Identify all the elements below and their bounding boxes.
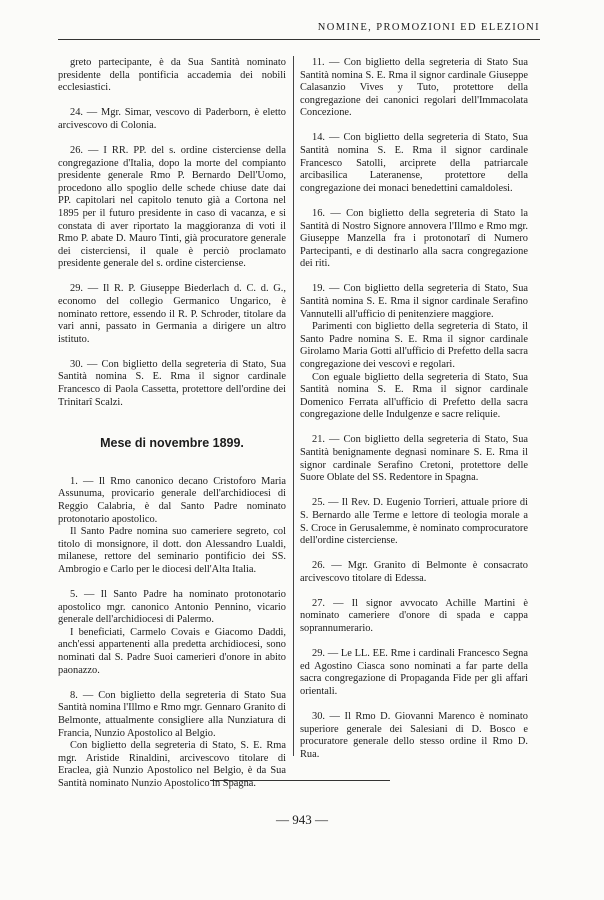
entry-text: 14. — Con biglietto della segreteria di Stato, Sua Santità nomina S. E. Rma il signor cardinale Francesco Satolli, arciprete della patriarcale arcibasilica Lateranense, protettore della congregazione dei monaci benedettini camaldolesi. bbox=[300, 132, 528, 194]
entry-text: 8. — Con biglietto della segreteria di Stato Sua Santità nomina l'Illmo e Rmo mgr. Gennaro Granito di Belmonte, attualmente consigliere alla Nunziatura di Francia, Nunzio Apostolico al Belgio. bbox=[58, 689, 286, 739]
entry bbox=[58, 57, 286, 95]
left-column-entries-top bbox=[58, 57, 286, 409]
entry-text: 19. — Con biglietto della segreteria di Stato, Sua Santità nomina S. E. Rma il signor cardinale Serafino Vannutelli all'ufficio di penitenziere maggiore. bbox=[300, 283, 528, 320]
section-heading: Mese di novembre 1899. bbox=[100, 436, 244, 451]
left-column-entries-bottom bbox=[58, 476, 286, 791]
entry bbox=[300, 598, 528, 636]
entry-text: 29. — Le LL. EE. Rme i cardinali Francesco Segna ed Agostino Ciasca sono nominati a far parte della sacra congregazione di Propaganda Fide per gli affari orientali. bbox=[300, 648, 528, 697]
entry-text: 29. — Il R. P. Giuseppe Biederlach d. C. d. G., economo del collegio Germanico Ungarico, è nominato rettore, essendo il R. P. Schroder, titolare da vari anni, passato in Germania a dirigere un altro istituto. bbox=[58, 283, 286, 345]
entry-text: 26. — Mgr. Granito di Belmonte è consacrato arcivescovo titolare di Edessa. bbox=[300, 560, 528, 584]
right-column-entries bbox=[300, 57, 528, 761]
entry bbox=[300, 648, 528, 698]
entry bbox=[58, 283, 286, 346]
entry-text: 27. — Il signor avvocato Achille Martini è nominato cameriere d'onore di spada e cappa soprannumerario. bbox=[300, 597, 528, 635]
entry bbox=[58, 145, 286, 271]
entry bbox=[300, 560, 528, 585]
entry-text: Il Santo Padre nomina suo cameriere segreto, col titolo di monsignore, il dott. don Alessandro Lualdi, milanese, rettore del seminario pontificio dei SS. Ambrogio e Carlo per le diocesi dell'Alta Italia. bbox=[58, 526, 286, 575]
running-title: NOMINE, PROMOZIONI ED ELEZIONI bbox=[317, 22, 540, 33]
entry bbox=[58, 589, 286, 677]
entry-text: I beneficiati, Carmelo Covais e Giacomo Daddi, anch'essi appartenenti alla predetta archidiocesi, sono nominati dal S. Padre Suoi camerieri d'onore in abito paonazzo. bbox=[58, 626, 286, 676]
entry bbox=[300, 711, 528, 761]
entry-text: greto partecipante, è da Sua Santità nominato presidente della pontificia accademia dei nobili ecclesiastici. bbox=[58, 57, 286, 94]
entry bbox=[300, 208, 528, 271]
entry bbox=[300, 57, 528, 120]
entry bbox=[58, 690, 286, 791]
entry bbox=[300, 497, 528, 547]
page-number: — 943 — bbox=[276, 812, 328, 827]
left-column bbox=[58, 57, 286, 791]
entry-text: 24. — Mgr. Simar, vescovo di Paderborn, è eletto arcivescovo di Colonia. bbox=[58, 107, 286, 131]
entry-text: Con eguale biglietto della segreteria di Stato, Sua Santità nomina S. E. Rma il signor cardinale Domenico Ferrata all'ufficio di Prefetto della sacra congregazione delle Indulgenze e sacre reliquie. bbox=[300, 371, 528, 421]
entry-text: 21. — Con biglietto della segreteria di Stato, Sua Santità benignamente degnasi nominare S. E. Rma il signor cardinale Serafino Cretoni, protettore delle Suore Oblate del SS. Redentore in Spagna. bbox=[300, 434, 528, 484]
entry-text: 5. — Il Santo Padre ha nominato protonotario apostolico mgr. canonico Antonio Pennino, vicario generale dell'archidiocesi di Palermo. bbox=[58, 589, 286, 626]
entry-text: 26. — I RR. PP. del s. ordine cisterciense della congregazione d'Italia, dopo la morte del compianto presidente generale Rmo P. Bernardo Dell'Uomo, procedono allo spoglio delle schede chiuse date dai PP. capitolari nel capitolo tenuto già a Cortona nel 1895 per il futuro presidente in caso di vacanza, e si constata di aver riportato la maggioranza di voti il Rmo P. abate D. Mauro Tinti, già procuratore generale dei cisterciensi, il quale è perciò proclamato presidente generale del s. ordine cisterciense. bbox=[58, 144, 286, 270]
footer-rule bbox=[210, 780, 390, 781]
right-column bbox=[300, 57, 528, 761]
entry bbox=[58, 107, 286, 132]
column-divider bbox=[293, 56, 294, 756]
entry-text: 25. — Il Rev. D. Eugenio Torrieri, attuale priore di S. Bernardo alle Terme e lettore di teologia morale a S. Croce in Gerusalemme, è nominato comprocuratore dell'ordine cisterciense. bbox=[300, 497, 528, 547]
entry bbox=[300, 132, 528, 195]
header-rule bbox=[58, 39, 540, 40]
entry bbox=[300, 283, 528, 422]
entry bbox=[300, 434, 528, 484]
entry-text: 11. — Con biglietto della segreteria di Stato Sua Santità nomina S. E. Rma il signor cardinale Giuseppe Calasanzio Vives y Tuto, protettore della congregazione dei canonici regolari dell'Immacolata Concezione. bbox=[300, 57, 528, 119]
entry bbox=[58, 476, 286, 577]
entry-text: 16. — Con biglietto della segreteria di Stato la Santità di Nostro Signore annovera l'Illmo e Rmo mgr. Giuseppe Manzella fra i protonotarî di Numero Partecipanti, e di destinarlo alla sacra congregazione dei riti. bbox=[300, 207, 528, 270]
entry-text: 30. — Con biglietto della segreteria di Stato, Sua Santità nomina S. E. Rma il signor cardinale Francesco di Paola Cassetta, protettore dell'ordine dei Trinitarî Scalzi. bbox=[58, 358, 286, 408]
entry-text: 30. — Il Rmo D. Giovanni Marenco è nominato superiore generale dei Salesiani di D. Bosco e procuratore generale dello stesso ordine il Rmo D. Rua. bbox=[300, 711, 528, 760]
entry-text: Con biglietto della segreteria di Stato, S. E. Rma mgr. Aristide Rinaldini, arcivescovo titolare di Eraclea, già Nunzio Apostolico nel Belgio, è da Sua Santità nominato Nunzio Apostolico in Spagna. bbox=[58, 740, 286, 789]
entry-text: 1. — Il Rmo canonico decano Cristoforo Maria Assunuma, provicario generale dell'archidiocesi di Reggio Calabria, è dal Santo Padre nominato protonotario apostolico. bbox=[58, 475, 286, 525]
entry-text: Parimenti con biglietto della segreteria di Stato, il Santo Padre nomina S. E. Rma il signor cardinale Girolamo Maria Gotti all'ufficio di Prefetto della sacra congregazione dei vescovi e regolari. bbox=[300, 321, 528, 370]
entry bbox=[58, 359, 286, 409]
